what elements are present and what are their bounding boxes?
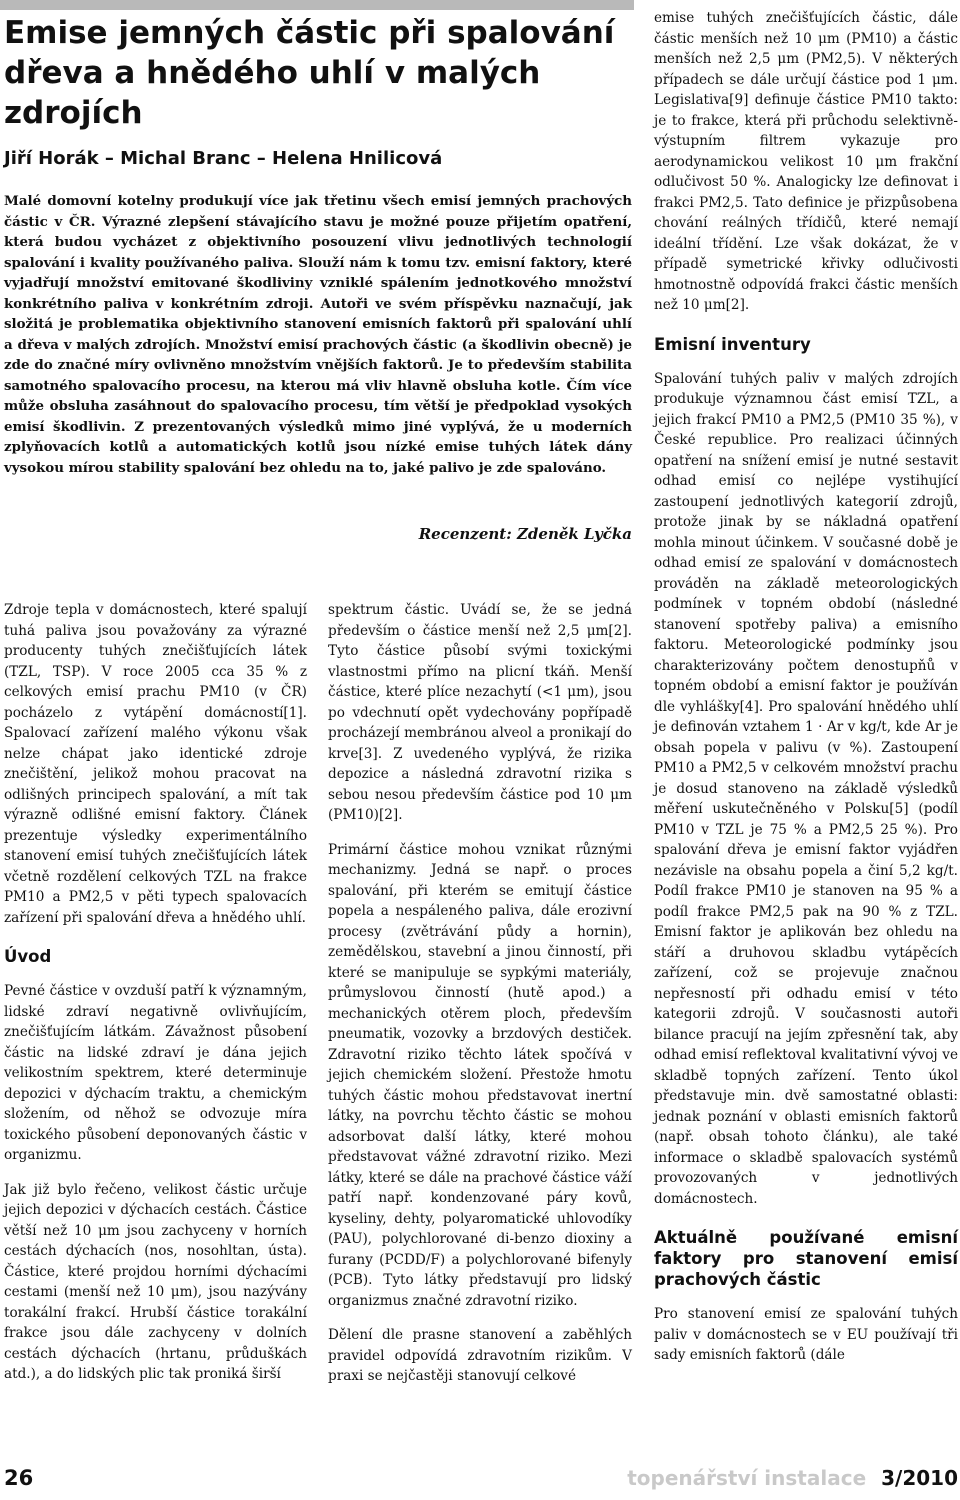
section-heading-inventury: Emisní inventury — [654, 334, 811, 354]
authors: Jiří Horák – Michal Branc – Helena Hnilicová — [4, 148, 443, 169]
section-heading-aktualne: Aktuálně používané emisní faktory pro stanovení emisí prachových částic — [654, 1228, 958, 1289]
paragraph: Jak již bylo řečeno, velikost částic určuje jejich depozici v dýchacích cestách. Částice větší než 10 μm jsou zachyceny v horních cestách dýchacích (nos, nosohltan, ústa). Částice, které projdou horními dýchacími cestami (menší než 10 μm), jsou nazývány torakální frakcí. Hrubší částice torakální frakce jsou dále zachyceny v dolních cestách dýchacích (hrtanu, průduškách atd.), a do lidských plic tak proniká širší — [4, 1181, 307, 1382]
reviewer: Recenzent: Zdeněk Lyčka — [418, 525, 632, 543]
abstract: Malé domovní kotelny produkují více jak třetinu všech emisí jemných prachových částic v ČR. Výrazné zlepšení stávajícího stavu je možné pouze přijetím opatření, která budou vycházet z objektivního posouzení vlivu jednotlivých technologií spalování i kvality používaného paliva. Slouží nám k tomu tzv. emisní faktory, které vyjadřují množství emitované škodliviny vzniklé spálením jednotkového množství konkrétního paliva v konkrétním zdroji. Autoři ve svém příspěvku naznačují, jak složitá je problematika objektivního stanovení emisních faktorů při spalování uhlí a dřeva v malých zdrojích. Množství emisí prachových částic (a škodlivin obecně) je zde do značné míry ovlivněno množstvím vnějších faktorů. Je to především stabilita samotného spalovacího procesu, na kterou má vliv hlavně obsluha kotle. Čím více může obsluha zasáhnout do spalovacího procesu, tím větší je předpoklad vysokých emisí škodlivin. Z prezentovaných výsledků mimo jiné vyplývá, že u moderních zplyňovacích kotlů a automatických kotlů jsou nízké emise tuhých látek dány vysokou mírou stability spalování bez ohledu na to, jaké palivo je zde spalováno. — [4, 193, 632, 476]
column-3 — [654, 8, 958, 1380]
paragraph: Primární částice mohou vznikat různými mechanizmy. Jedná se např. o proces spalování, při kterém se emitují částice popela a nespáleného paliva, dále erozivní procesy (zvětrávání půdy a hornin), zemědělskou, stavební a jinou činností, při které se manipuluje se sypkými materiály, průmyslovou činností (hutě apod.) a mechanických otěrem ploch, především pneumatik, vozovky a brzdových destiček. Zdravotní riziko těchto látek spočívá v jejich chemickém složení. Přestože hmotu tuhých částic mohou představovat inertní látky, na povrchu těchto částic se mohou adsorbovat další látky, které mohou představovat vážné zdravotní riziko. Mezi látky, které se dále na prachové částice váží patří např. kondenzované páry kovů, kyseliny, dehty, polyaromatické uhlovodíky (PAU), polychlorované di-benzo dioxiny a furany (PCDD/F) a polychlorované bifenyly (PCB). Tyto látky představují pro lidský organizmus značné zdravotní riziko. — [328, 841, 632, 1309]
paragraph: spektrum částic. Uvádí se, že se jedná především o částice menší než 2,5 μm[2]. Tyto částice působí svými toxickými vlastnostmi přímo na plicní tkáň. Menší částice, které plíce nezachytí (<1 μm), jsou po vdechnutí opět vydechovány popřípadě procházejí membránou alveol a pronikají do krve[3]. Z uvedeného vyplývá, že rizika depozice a následná zdravotní rizika s sebou nesou především částice pod 10 μm (PM10)[2]. — [328, 602, 632, 823]
magazine-footer — [627, 1466, 958, 1490]
issue-number: 3/2010 — [881, 1466, 958, 1490]
column-1 — [4, 600, 307, 1399]
title-bar — [0, 0, 634, 10]
intro-paragraph: Zdroje tepla v domácnostech, které spalují tuhá paliva jsou považovány za výrazné producenty tuhých znečišťujících látek (TZL, TSP). V roce 2005 cca 35 % z celkových emisí prachu PM10 (v ČR) pocházelo z vytápění domácností[1]. Spalovací zařízení malého výkonu však nelze chápat jako identické zdroje znečištění, jelikož mohou pracovat na odlišných principech spalování, a mít tak výrazně odlišné emisní faktory. Článek prezentuje výsledky experimentálního stanovení emisí tuhých znečišťujících látek včetně rozdělení celkových TZL na frakce PM10 a PM2,5 v pěti typech spalovacích zařízení při spalování dřeva a hnědého uhlí. — [4, 602, 307, 926]
paragraph: Dělení dle prasne stanovení a zaběhlých pravidel odpovídá zdravotním rizikům. V praxi se nejčastěji stanovují celkové — [328, 1327, 632, 1384]
paragraph: Spalování tuhých paliv v malých zdrojích produkuje významnou část emisí TZL, a jejich frakcí PM10 a PM2,5 (PM10 35 %), v České republice. Pro realizaci účinných opatření na snížení emisí je nutné sestavit odhad emisí co nejlépe vystihující zastoupení jednotlivých kategorií zdrojů, protože jinak by se nákladná opatření mohla minout účinkem. V současné době je odhad emisí ze spalování v domácnostech prováděn na základě meteorologických podmínek v topném období (následné stanovení spotřeby paliva) a emisního faktoru. Meteorologické podmínky jsou charakterizovány počtem denostupňů v topném období a emisní faktor je používán dle vyhlášky[4]. Pro spalování hnědého uhlí je definován vztahem 1 · Ar v kg/t, kde Ar je obsah popela v palivu (v %). Zastoupení PM10 a PM2,5 v celkovém množství prachu je dosud stanoveno na základě výsledků měření uskutečněného v Polsku[5] (podíl PM10 v TZL je 75 % a PM2,5 25 %). Pro spalování dřeva je emisní faktor vyjádřen nezávisle na obsahu popela a činí 5,2 kg/t. Podíl frakce PM10 je stanoven na 95 % a podíl frakce PM2,5 pak na 90 % z TZL. Emisní faktor je aplikován bez ohledu na stáří a druhovou skladbu vytápěcích zařízení, což se projevuje značnou nepřesností při odhadu emisí v této kategorii zdrojů. V současnosti autoři bilance pracují na jejím zpřesnění tak, aby odhad emisí reflektoval kvalitativní vývoj ve skladbě topných zařízení. Tento úkol představuje min. dvě samostatné oblasti: jednak poznání v oblasti emisních faktorů (např. obsah tohoto článku), ale také informace o skladbě spalovacích systémů provozovaných v jednotlivých domácnostech. — [654, 370, 958, 1207]
section-heading-uvod: Úvod — [4, 947, 52, 966]
paragraph: Pevné částice v ovzduší patří k významným, lidské zdraví negativně ovlivňujícím, znečišťujícím látkám. Závažnost působení částic na lidské zdraví je dána jejich velikostním spektrem, které determinuje depozici v dýchacím traktu, a chemickým složením, od něhož se odvozuje míra toxického působení deponovaných částic v organizmu. — [4, 983, 307, 1163]
column-2 — [328, 600, 632, 1401]
paragraph: Pro stanovení emisí ze spalování tuhých paliv v domácnostech se v EU používají tři sady emisních faktorů (dále — [654, 1306, 958, 1363]
magazine-name: topenářství instalace — [627, 1466, 867, 1490]
paragraph: emise tuhých znečišťujících částic, dále částic menších než 10 μm (PM10) a částic menších než 2,5 μm (PM2,5). V některých případech se dále určují částice pod 1 μm. Legislativa[9] definuje částice PM10 takto: je to frakce, která při průchodu selektivně-výstupním filtrem vykazuje pro aerodynamickou velikost 10 μm frakční odlučivost 50 %. Analogicky lze definovat i frakci PM2,5. Tato definice je přizpůsobena chování reálných třídičů, které nemají ideální třídění. Lze však dokázat, že v případě symetrické křivky odlučivosti hmotnostně odpovídá frakci částic menších než 10 μm[2]. — [654, 10, 958, 313]
article-title: Emise jemných částic při spalování dřeva a hnědého uhlí v malých zdrojích — [4, 15, 615, 131]
page-number: 26 — [4, 1466, 34, 1490]
